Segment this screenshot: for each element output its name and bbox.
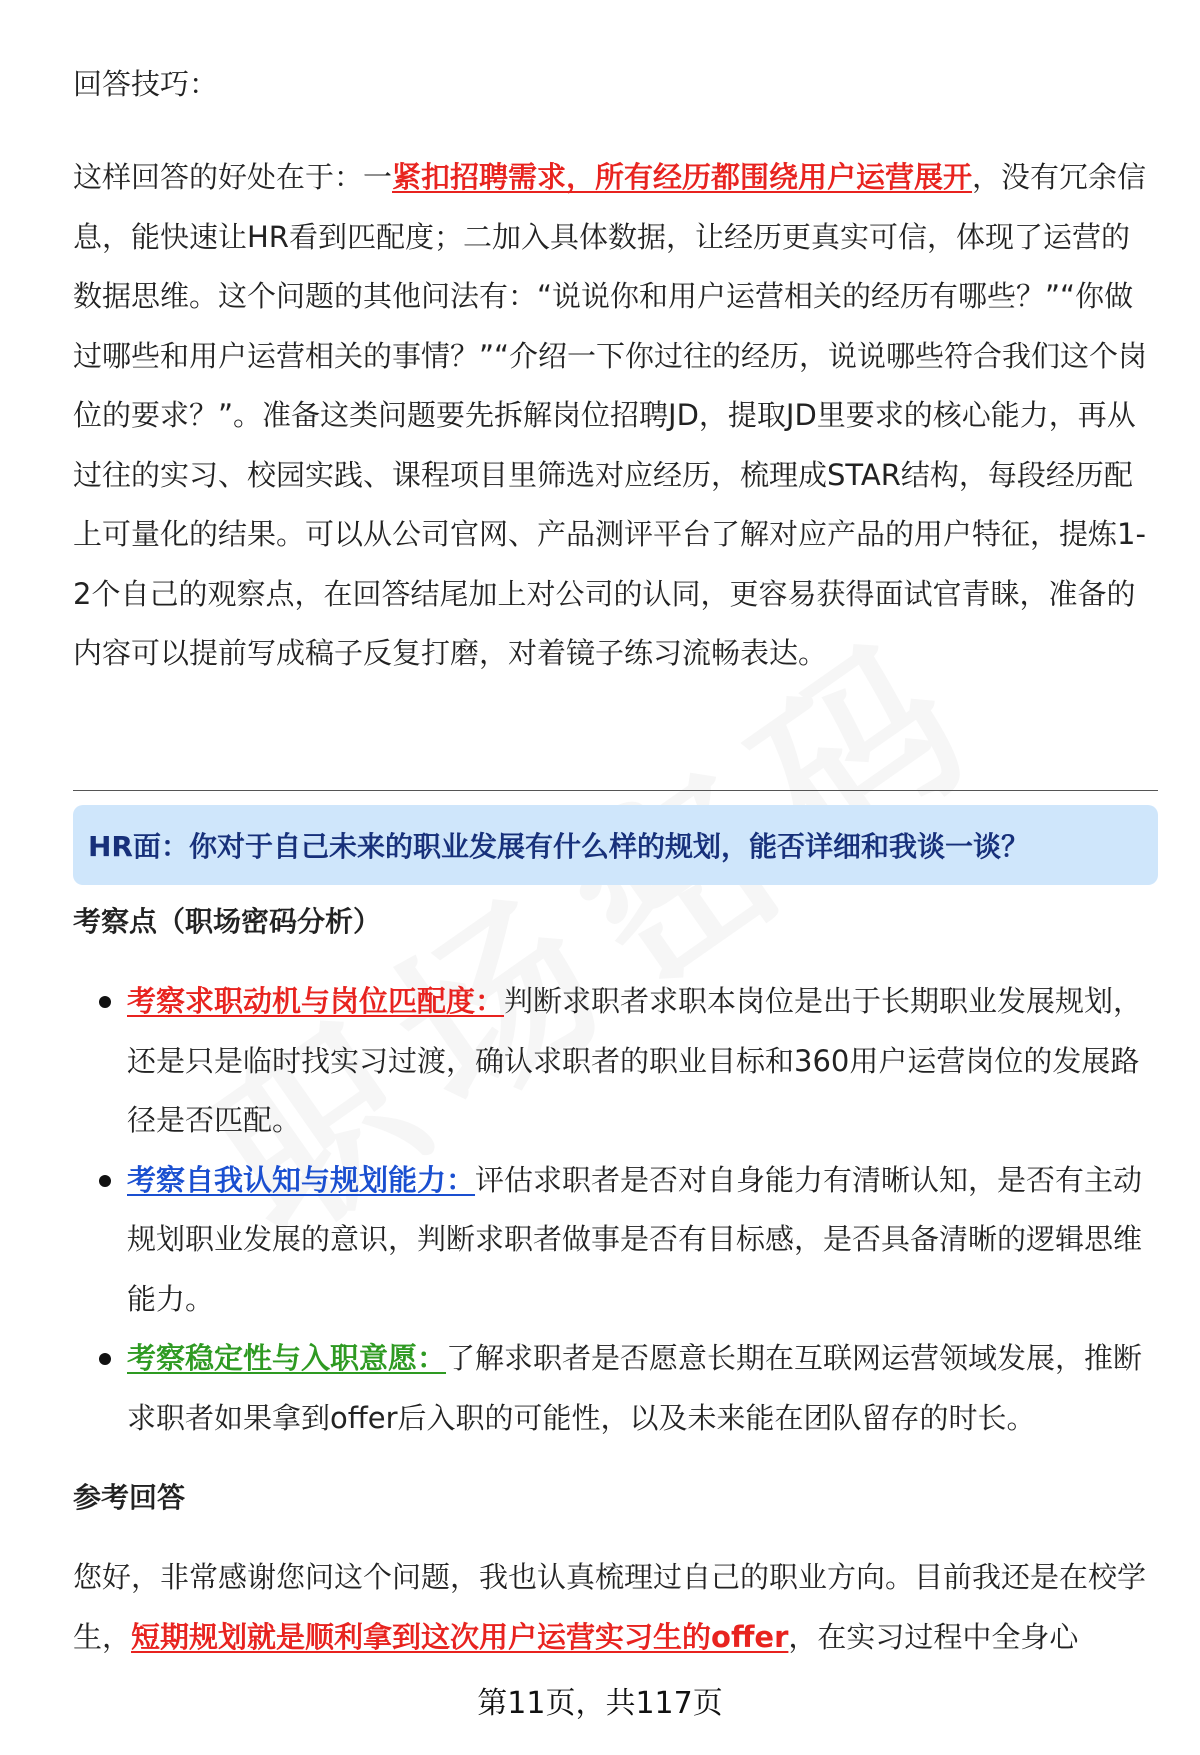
question-box [73, 805, 1158, 885]
analysis-item-text: 了解求职者是否愿意长期在互联网运营领域发展，推断求职者如果拿到offer后入职的可能性，以及未来能在团队留存的时长。 [127, 1341, 1143, 1435]
answer-tips-label: 回答技巧： [73, 67, 219, 101]
answer-tips-paragraph [73, 148, 1158, 684]
bullet-icon [99, 996, 111, 1008]
reference-answer-title: 参考回答 [73, 1481, 186, 1514]
highlight-red: 短期规划就是顺利拿到这次用户运营实习生的offer [131, 1619, 789, 1654]
analysis-item [73, 1329, 1158, 1448]
analysis-item [73, 1151, 1158, 1330]
analysis-item-key: 考察稳定性与入职意愿： [127, 1341, 447, 1375]
question-text: HR面：你对于自己未来的职业发展有什么样的规划，能否详细和我谈一谈？ [88, 830, 1029, 863]
text-run: ，没有冗余信息，能快速让HR看到匹配度；二加入具体数据，让经历更真实可信，体现了运营的数据思维。这个问题的其他问法有：“说说你和用户运营相关的经历有哪些？”“你做过哪些和用户运营相关的事情？”“介绍一下你过往的经历，说说哪些符合我们这个岗位的要求？”。准备这类问题要先拆解岗位招聘JD，提取JD里要求的核心能力，再从过往的实习、校园实践、课程项目里筛选对应经历，梳理成STAR结构，每段经历配上可量化的结果。可以从公司官网、产品测评平台了解对应产品的用户特征，提炼1-2个自己的观察点，在回答结尾加上对公司的认同，更容易获得面试官青睐，准备的内容可以提前写成稿子反复打磨，对着镜子练习流畅表达。 [73, 160, 1148, 670]
analysis-item-text: 评估求职者是否对自身能力有清晰认知，是否有主动规划职业发展的意识，判断求职者做事是否有目标感，是否具备清晰的逻辑思维能力。 [127, 1162, 1143, 1316]
text-run: ，在实习过程中全身心 [788, 1619, 1079, 1654]
highlight-red: 紧扣招聘需求，所有经历都围绕用户运营展开 [392, 160, 973, 194]
page-number: 第11页，共117页 [477, 1686, 723, 1721]
section-divider [73, 790, 1158, 791]
bullet-icon [99, 1175, 111, 1187]
analysis-item-key: 考察自我认知与规划能力： [127, 1162, 476, 1197]
analysis-item [73, 972, 1158, 1151]
analysis-item-text: 判断求职者求职本岗位是出于长期职业发展规划，还是只是临时找实习过渡，确认求职者的职业目标和360用户运营岗位的发展路径是否匹配。 [127, 984, 1143, 1137]
text-run: 这样回答的好处在于：一 [73, 160, 393, 194]
analysis-list [73, 972, 1158, 1448]
bullet-icon [99, 1353, 111, 1365]
analysis-item-key: 考察求职动机与岗位匹配度： [127, 984, 505, 1018]
text-run: 您好，非常感谢您问这个问题，我也认真梳理过自己的职业方向。目前我还是在校学生， [73, 1560, 1147, 1654]
reference-answer-paragraph [73, 1548, 1158, 1667]
analysis-title: 考察点（职场密码分析） [73, 905, 382, 938]
